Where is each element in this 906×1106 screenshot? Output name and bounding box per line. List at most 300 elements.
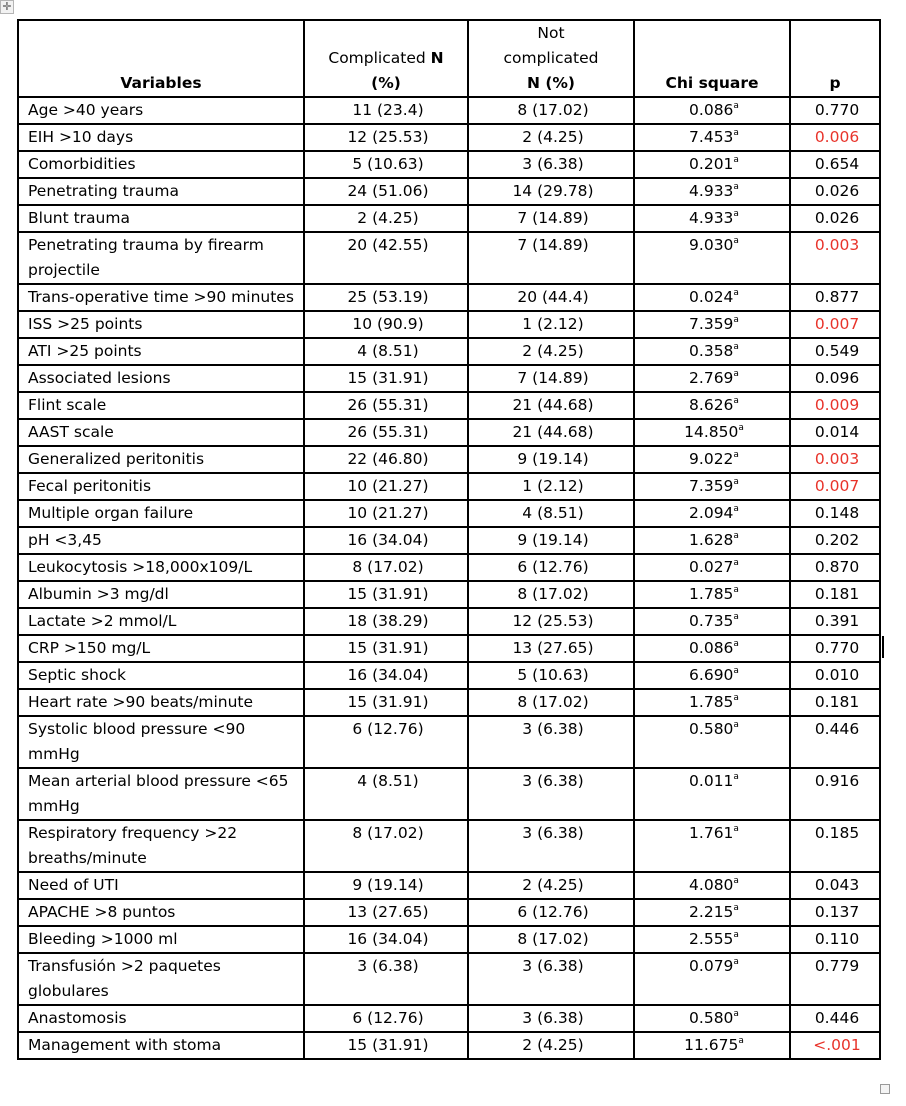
cell-variable-text: Fecal peritonitis — [28, 477, 152, 495]
header-complicated-word: complicated — [503, 49, 599, 67]
footnote-marker: a — [733, 876, 739, 886]
cell-p-value-text: 0.870 — [814, 558, 860, 576]
cell-variable — [18, 284, 304, 311]
cell-p-value — [790, 97, 880, 124]
table-row — [18, 953, 880, 1005]
cell-complicated-text: 10 (21.27) — [347, 477, 429, 495]
cell-chi-square-text: 4.933 — [689, 209, 734, 227]
cell-complicated — [304, 635, 468, 662]
cell-chi-square-text: 2.215 — [689, 903, 734, 921]
cell-variable-text: Associated lesions — [28, 369, 171, 387]
table-row — [18, 178, 880, 205]
cell-variable-text: ATI >25 points — [28, 342, 142, 360]
header-not-complicated — [468, 20, 634, 97]
cell-chi-square — [634, 205, 790, 232]
footnote-marker: a — [733, 957, 739, 967]
table-row — [18, 716, 880, 768]
cell-chi-square — [634, 527, 790, 554]
cell-p-value-text: 0.006 — [814, 128, 860, 146]
footnote-marker: a — [733, 930, 739, 940]
table-row — [18, 1032, 880, 1059]
header-variables-label: Variables — [120, 74, 202, 92]
header-not-complicated-npct: N (%) — [526, 74, 576, 92]
cell-p-value — [790, 926, 880, 953]
cell-not-complicated-text: 8 (17.02) — [517, 930, 589, 948]
cell-not-complicated — [468, 953, 634, 1005]
cell-not-complicated — [468, 872, 634, 899]
cell-p-value-text: 0.043 — [814, 876, 860, 894]
cell-p-value — [790, 872, 880, 899]
cell-complicated — [304, 500, 468, 527]
cell-p-value — [790, 205, 880, 232]
table-row — [18, 338, 880, 365]
cell-variable — [18, 1032, 304, 1059]
cell-chi-square — [634, 419, 790, 446]
header-p — [790, 20, 880, 97]
cell-chi-square — [634, 768, 790, 820]
cell-p-value-text: 0.446 — [814, 1009, 860, 1027]
cell-complicated-text: 24 (51.06) — [347, 182, 429, 200]
footnote-marker: a — [733, 612, 739, 622]
cell-not-complicated-text: 4 (8.51) — [522, 504, 584, 522]
cell-complicated-text: 22 (46.80) — [347, 450, 429, 468]
cell-complicated — [304, 953, 468, 1005]
cell-complicated-text: 4 (8.51) — [357, 342, 419, 360]
cell-p-value — [790, 124, 880, 151]
table-row — [18, 1005, 880, 1032]
cell-complicated — [304, 284, 468, 311]
cell-p-value-text: 0.549 — [814, 342, 860, 360]
cell-variable-text: Blunt trauma — [28, 209, 130, 227]
cell-chi-square-text: 9.030 — [689, 236, 734, 254]
cell-chi-square — [634, 284, 790, 311]
cell-variable — [18, 716, 304, 768]
cell-variable — [18, 500, 304, 527]
cell-not-complicated-text: 7 (14.89) — [517, 236, 589, 254]
cell-p-value-text: 0.026 — [814, 209, 860, 227]
cell-variable — [18, 689, 304, 716]
cell-chi-square-text: 2.769 — [689, 369, 734, 387]
header-p-label: p — [829, 74, 841, 92]
cell-chi-square — [634, 446, 790, 473]
cell-variable-text: Respiratory frequency >22 breaths/minute — [28, 824, 238, 867]
text-cursor-icon — [882, 636, 884, 658]
table-row — [18, 419, 880, 446]
cell-complicated-text: 3 (6.38) — [357, 957, 419, 975]
cell-chi-square — [634, 689, 790, 716]
cell-variable-text: ISS >25 points — [28, 315, 143, 333]
cell-chi-square — [634, 500, 790, 527]
cell-chi-square — [634, 473, 790, 500]
table-row — [18, 205, 880, 232]
cell-p-value — [790, 1005, 880, 1032]
footnote-marker: a — [733, 288, 739, 298]
cell-chi-square — [634, 1032, 790, 1059]
table-row — [18, 232, 880, 284]
cell-not-complicated-text: 8 (17.02) — [517, 693, 589, 711]
cell-not-complicated — [468, 899, 634, 926]
cell-not-complicated-text: 9 (19.14) — [517, 531, 589, 549]
cell-chi-square — [634, 151, 790, 178]
cell-variable-text: Penetrating trauma by firearm projectile — [28, 236, 264, 279]
cell-chi-square-text: 11.675 — [684, 1036, 739, 1054]
cell-chi-square-text: 0.086 — [689, 639, 734, 657]
cell-chi-square — [634, 232, 790, 284]
table-row — [18, 820, 880, 872]
cell-complicated — [304, 232, 468, 284]
cell-complicated — [304, 1032, 468, 1059]
cell-variable-text: Multiple organ failure — [28, 504, 194, 522]
cell-chi-square — [634, 716, 790, 768]
cell-p-value-text: 0.009 — [814, 396, 860, 414]
table-row — [18, 926, 880, 953]
table-row — [18, 446, 880, 473]
cell-chi-square — [634, 311, 790, 338]
cell-variable-text: Trans-operative time >90 minutes — [28, 288, 294, 306]
cell-complicated-text: 10 (21.27) — [347, 504, 429, 522]
cell-not-complicated-text: 7 (14.89) — [517, 209, 589, 227]
cell-complicated — [304, 97, 468, 124]
cell-complicated — [304, 205, 468, 232]
cell-p-value-text: <.001 — [813, 1036, 861, 1054]
footnote-marker: a — [733, 720, 739, 730]
cell-chi-square — [634, 899, 790, 926]
cell-variable — [18, 473, 304, 500]
footnote-marker: a — [733, 639, 739, 649]
cell-complicated — [304, 392, 468, 419]
footnote-marker: a — [733, 824, 739, 834]
cell-complicated-text: 9 (19.14) — [352, 876, 424, 894]
cell-complicated-text: 20 (42.55) — [347, 236, 429, 254]
cell-variable — [18, 768, 304, 820]
cell-variable-text: Comorbidities — [28, 155, 136, 173]
cell-complicated — [304, 872, 468, 899]
cell-not-complicated — [468, 97, 634, 124]
cell-complicated-text: 11 (23.4) — [352, 101, 424, 119]
cell-p-value — [790, 635, 880, 662]
cell-variable — [18, 446, 304, 473]
header-not-label: Not — [537, 24, 565, 42]
cell-chi-square-text: 0.580 — [689, 1009, 734, 1027]
cell-p-value — [790, 716, 880, 768]
cell-not-complicated — [468, 392, 634, 419]
cell-variable-text: Flint scale — [28, 396, 107, 414]
cell-chi-square-text: 0.735 — [689, 612, 734, 630]
cell-complicated — [304, 527, 468, 554]
cell-variable-text: Penetrating trauma — [28, 182, 179, 200]
cell-chi-square — [634, 581, 790, 608]
footnote-marker: a — [733, 342, 739, 352]
cell-p-value — [790, 419, 880, 446]
cell-p-value-text: 0.181 — [814, 693, 860, 711]
cell-complicated — [304, 365, 468, 392]
cell-chi-square-text: 7.359 — [689, 477, 734, 495]
table-body — [18, 97, 880, 1059]
cell-chi-square-text: 4.933 — [689, 182, 734, 200]
cell-p-value-text: 0.916 — [814, 772, 860, 790]
cell-p-value — [790, 178, 880, 205]
cell-chi-square — [634, 635, 790, 662]
header-complicated — [304, 20, 468, 97]
cell-not-complicated — [468, 608, 634, 635]
cell-variable — [18, 872, 304, 899]
cell-complicated-text: 5 (10.63) — [352, 155, 424, 173]
results-table — [17, 19, 881, 1060]
cell-not-complicated — [468, 716, 634, 768]
header-complicated-n: N — [430, 49, 444, 67]
footnote-marker: a — [733, 315, 739, 325]
cell-complicated-text: 6 (12.76) — [352, 1009, 424, 1027]
cell-chi-square-text: 0.086 — [689, 101, 734, 119]
footnote-marker: a — [738, 1036, 744, 1046]
cell-complicated — [304, 689, 468, 716]
cell-chi-square — [634, 97, 790, 124]
cell-variable-text: EIH >10 days — [28, 128, 134, 146]
table-row — [18, 311, 880, 338]
table-row — [18, 124, 880, 151]
cell-complicated-text: 2 (4.25) — [357, 209, 419, 227]
footnote-marker: a — [733, 477, 739, 487]
table-row — [18, 527, 880, 554]
cell-complicated — [304, 311, 468, 338]
cell-variable — [18, 527, 304, 554]
cell-not-complicated — [468, 124, 634, 151]
cell-p-value-text: 0.003 — [814, 450, 860, 468]
cell-variable — [18, 608, 304, 635]
cell-complicated — [304, 178, 468, 205]
cell-p-value — [790, 232, 880, 284]
cell-variable — [18, 311, 304, 338]
cell-not-complicated-text: 20 (44.4) — [517, 288, 589, 306]
table-row — [18, 97, 880, 124]
cell-p-value-text: 0.770 — [814, 639, 860, 657]
table-row — [18, 635, 880, 662]
cell-variable-text: Generalized peritonitis — [28, 450, 205, 468]
cell-complicated — [304, 581, 468, 608]
cell-variable-text: Bleeding >1000 ml — [28, 930, 178, 948]
cell-complicated-text: 8 (17.02) — [352, 824, 424, 842]
cell-not-complicated-text: 3 (6.38) — [522, 155, 584, 173]
cell-chi-square-text: 7.453 — [689, 128, 734, 146]
cell-chi-square-text: 1.785 — [689, 585, 734, 603]
cell-chi-square-text: 0.358 — [689, 342, 734, 360]
cell-chi-square — [634, 365, 790, 392]
cell-not-complicated-text: 3 (6.38) — [522, 824, 584, 842]
table-row — [18, 899, 880, 926]
cell-not-complicated-text: 3 (6.38) — [522, 720, 584, 738]
cell-variable-text: Albumin >3 mg/dl — [28, 585, 169, 603]
cell-p-value-text: 0.202 — [814, 531, 860, 549]
cell-not-complicated — [468, 1032, 634, 1059]
cell-not-complicated — [468, 527, 634, 554]
cell-complicated-text: 8 (17.02) — [352, 558, 424, 576]
cell-not-complicated — [468, 365, 634, 392]
cell-variable — [18, 205, 304, 232]
cell-not-complicated — [468, 689, 634, 716]
cell-not-complicated — [468, 926, 634, 953]
cell-p-value — [790, 899, 880, 926]
cell-complicated-text: 15 (31.91) — [347, 693, 429, 711]
footnote-marker: a — [733, 101, 739, 111]
table-row — [18, 581, 880, 608]
cell-chi-square — [634, 608, 790, 635]
table-row — [18, 689, 880, 716]
cell-complicated — [304, 768, 468, 820]
cell-p-value-text: 0.010 — [814, 666, 860, 684]
cell-not-complicated-text: 2 (4.25) — [522, 342, 584, 360]
cell-p-value — [790, 284, 880, 311]
cell-variable-text: Management with stoma — [28, 1036, 222, 1054]
cell-not-complicated-text: 8 (17.02) — [517, 585, 589, 603]
footnote-marker: a — [733, 585, 739, 595]
cell-chi-square — [634, 338, 790, 365]
cell-complicated — [304, 1005, 468, 1032]
cell-variable-text: Heart rate >90 beats/minute — [28, 693, 254, 711]
cell-variable — [18, 365, 304, 392]
cell-complicated-text: 26 (55.31) — [347, 423, 429, 441]
cell-variable — [18, 178, 304, 205]
cell-complicated-text: 10 (90.9) — [352, 315, 424, 333]
footnote-marker: a — [733, 128, 739, 138]
cell-variable — [18, 899, 304, 926]
cell-complicated — [304, 926, 468, 953]
cell-not-complicated — [468, 500, 634, 527]
cell-p-value-text: 0.148 — [814, 504, 860, 522]
cell-not-complicated-text: 2 (4.25) — [522, 128, 584, 146]
table-row — [18, 151, 880, 178]
cell-chi-square — [634, 1005, 790, 1032]
header-complicated-pct: (%) — [371, 74, 401, 92]
cell-not-complicated — [468, 473, 634, 500]
cell-complicated-text: 15 (31.91) — [347, 639, 429, 657]
cell-variable-text: Septic shock — [28, 666, 126, 684]
table-row — [18, 284, 880, 311]
cell-not-complicated — [468, 635, 634, 662]
cell-chi-square-text: 2.094 — [689, 504, 734, 522]
cell-not-complicated — [468, 446, 634, 473]
table-row — [18, 500, 880, 527]
table-header-row — [18, 20, 880, 97]
table-resize-handle-icon[interactable] — [880, 1084, 890, 1094]
cell-p-value-text: 0.026 — [814, 182, 860, 200]
cell-variable — [18, 581, 304, 608]
cell-variable — [18, 151, 304, 178]
cell-chi-square-text: 0.024 — [689, 288, 734, 306]
cell-variable-text: Mean arterial blood pressure <65 mmHg — [28, 772, 289, 815]
cell-p-value — [790, 689, 880, 716]
cell-p-value — [790, 527, 880, 554]
cell-complicated — [304, 716, 468, 768]
cell-not-complicated-text: 3 (6.38) — [522, 772, 584, 790]
cell-chi-square-text: 1.761 — [689, 824, 734, 842]
cell-complicated-text: 12 (25.53) — [347, 128, 429, 146]
cell-p-value-text: 0.007 — [814, 315, 860, 333]
table-row — [18, 662, 880, 689]
cell-not-complicated-text: 1 (2.12) — [522, 477, 584, 495]
cell-p-value — [790, 392, 880, 419]
cell-complicated — [304, 151, 468, 178]
cell-p-value-text: 0.446 — [814, 720, 860, 738]
cell-not-complicated-text: 9 (19.14) — [517, 450, 589, 468]
cell-complicated — [304, 662, 468, 689]
header-chi-square-label: Chi square — [665, 74, 759, 92]
header-complicated-label: Complicated — [328, 49, 431, 67]
cell-chi-square-text: 7.359 — [689, 315, 734, 333]
cell-variable-text: Leukocytosis >18,000x109/L — [28, 558, 253, 576]
cell-variable-text: Transfusión >2 paquetes globulares — [28, 957, 221, 1000]
cell-p-value — [790, 820, 880, 872]
cell-p-value-text: 0.391 — [814, 612, 860, 630]
cell-variable-text: Need of UTI — [28, 876, 119, 894]
cell-chi-square-text: 2.555 — [689, 930, 734, 948]
table-row — [18, 554, 880, 581]
cell-complicated — [304, 608, 468, 635]
cell-chi-square — [634, 124, 790, 151]
cell-not-complicated — [468, 232, 634, 284]
footnote-marker: a — [738, 423, 744, 433]
cell-not-complicated-text: 2 (4.25) — [522, 1036, 584, 1054]
cell-chi-square-text: 8.626 — [689, 396, 734, 414]
cell-p-value-text: 0.137 — [814, 903, 860, 921]
header-chi-square — [634, 20, 790, 97]
cell-p-value — [790, 151, 880, 178]
cell-p-value — [790, 768, 880, 820]
footnote-marker: a — [733, 155, 739, 165]
footnote-marker: a — [733, 396, 739, 406]
cell-p-value — [790, 446, 880, 473]
cell-not-complicated-text: 8 (17.02) — [517, 101, 589, 119]
cell-complicated-text: 15 (31.91) — [347, 585, 429, 603]
cell-complicated — [304, 338, 468, 365]
cell-not-complicated — [468, 554, 634, 581]
cell-variable-text: APACHE >8 puntos — [28, 903, 176, 921]
cell-complicated-text: 16 (34.04) — [347, 531, 429, 549]
cell-complicated-text: 4 (8.51) — [357, 772, 419, 790]
cell-not-complicated-text: 7 (14.89) — [517, 369, 589, 387]
cell-not-complicated — [468, 419, 634, 446]
footnote-marker: a — [733, 182, 739, 192]
cell-not-complicated-text: 21 (44.68) — [512, 423, 594, 441]
cell-not-complicated-text: 13 (27.65) — [512, 639, 594, 657]
cell-variable-text: pH <3,45 — [28, 531, 102, 549]
cell-variable-text: Age >40 years — [28, 101, 144, 119]
cell-chi-square-text: 0.011 — [689, 772, 734, 790]
cell-variable — [18, 953, 304, 1005]
cell-not-complicated-text: 21 (44.68) — [512, 396, 594, 414]
cell-chi-square — [634, 662, 790, 689]
cell-chi-square-text: 9.022 — [689, 450, 734, 468]
cell-chi-square-text: 0.201 — [689, 155, 734, 173]
cell-variable-text: AAST scale — [28, 423, 114, 441]
cell-not-complicated — [468, 205, 634, 232]
table-row — [18, 872, 880, 899]
cell-not-complicated-text: 12 (25.53) — [512, 612, 594, 630]
cell-variable — [18, 97, 304, 124]
cell-p-value-text: 0.003 — [814, 236, 860, 254]
table-move-handle-icon[interactable]: ✛ — [0, 0, 14, 14]
cell-chi-square-text: 0.079 — [689, 957, 734, 975]
cell-chi-square — [634, 953, 790, 1005]
cell-variable — [18, 1005, 304, 1032]
cell-p-value-text: 0.014 — [814, 423, 860, 441]
cell-not-complicated — [468, 284, 634, 311]
cell-not-complicated — [468, 311, 634, 338]
header-variables — [18, 20, 304, 97]
cell-variable-text: CRP >150 mg/L — [28, 639, 151, 657]
cell-complicated-text: 26 (55.31) — [347, 396, 429, 414]
table-row — [18, 768, 880, 820]
footnote-marker: a — [733, 558, 739, 568]
